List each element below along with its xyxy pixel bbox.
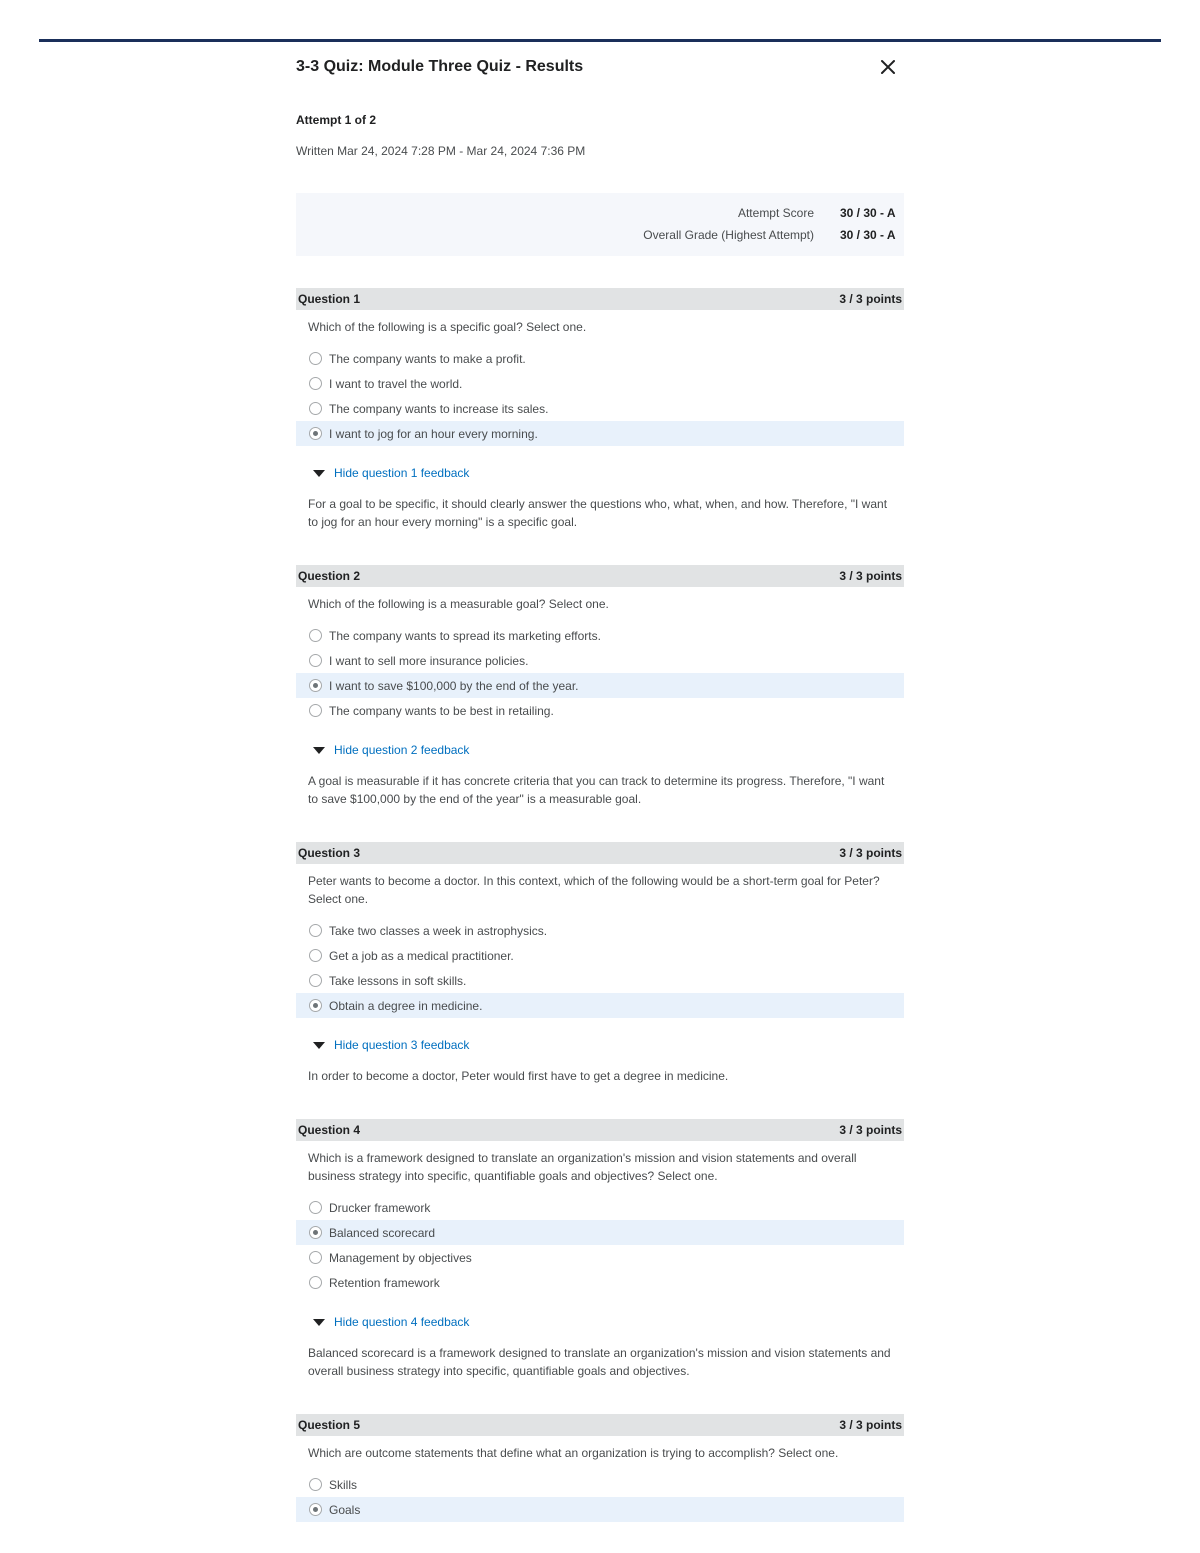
- radio-button[interactable]: [309, 1276, 322, 1289]
- answer-options: [296, 346, 904, 446]
- attempt-score-row: [738, 204, 904, 222]
- answer-option-label: I want to jog for an hour every morning.: [329, 426, 538, 441]
- radio-button[interactable]: [309, 974, 322, 987]
- radio-button[interactable]: [309, 704, 322, 717]
- caret-down-icon: [313, 1319, 325, 1326]
- radio-button[interactable]: [309, 924, 322, 937]
- answer-option[interactable]: [296, 673, 904, 698]
- question-feedback: A goal is measurable if it has concrete criteria that you can track to determine its progress. Therefore, "I want to save $100,000 by the end of the year" is a measurable goal.: [308, 774, 885, 806]
- answer-option[interactable]: [296, 1220, 904, 1245]
- answer-option[interactable]: [296, 1472, 904, 1497]
- dialog-header: [296, 56, 904, 78]
- answer-options: [296, 918, 904, 1018]
- answer-option[interactable]: [296, 943, 904, 968]
- answer-option[interactable]: [296, 993, 904, 1018]
- answer-option-label: Take lessons in soft skills.: [329, 973, 467, 988]
- answer-option-label: The company wants to spread its marketing efforts.: [329, 628, 601, 643]
- hide-feedback-link[interactable]: [313, 741, 904, 759]
- radio-button[interactable]: [309, 629, 322, 642]
- answer-option[interactable]: [296, 346, 904, 371]
- answer-option[interactable]: [296, 1497, 904, 1522]
- question-5: [296, 1414, 904, 1522]
- hide-feedback-label: Hide question 2 feedback: [334, 743, 470, 757]
- question-header: [296, 1119, 904, 1141]
- overall-grade-value: 30 / 30 - A: [840, 228, 896, 242]
- question-header: [296, 288, 904, 310]
- question-points: 3 / 3 points: [839, 1418, 902, 1432]
- answer-option[interactable]: [296, 698, 904, 723]
- question-points: 3 / 3 points: [839, 569, 902, 583]
- answer-option[interactable]: [296, 396, 904, 421]
- question-text: Which are outcome statements that define what an organization is trying to accomplish? Select one.: [308, 1446, 839, 1460]
- radio-button[interactable]: [309, 402, 322, 415]
- question-points: 3 / 3 points: [839, 1123, 902, 1137]
- hide-feedback-link[interactable]: [313, 464, 904, 482]
- answer-option[interactable]: [296, 421, 904, 446]
- question-feedback: For a goal to be specific, it should clearly answer the questions who, what, when, and how. Therefore, "I want to jog for an hour every morning" is a specific goal.: [308, 497, 888, 529]
- answer-option-label: Skills: [329, 1477, 358, 1492]
- written-timestamp: Written Mar 24, 2024 7:28 PM - Mar 24, 2024 7:36 PM: [296, 144, 586, 158]
- hide-feedback-link[interactable]: [313, 1036, 904, 1054]
- question-text: Which is a framework designed to translate an organization's mission and vision statements and overall business strategy into specific, quantifiable goals and objectives? Select one.: [308, 1151, 857, 1183]
- radio-button[interactable]: [309, 352, 322, 365]
- top-divider: [39, 39, 1161, 42]
- caret-down-icon: [313, 747, 325, 754]
- close-icon[interactable]: [878, 57, 898, 77]
- answer-option-label: Get a job as a medical practitioner.: [329, 948, 514, 963]
- answer-option[interactable]: [296, 1195, 904, 1220]
- question-text: Peter wants to become a doctor. In this context, which of the following would be a short-term goal for Peter? Select one.: [308, 874, 880, 906]
- answer-option-label: Retention framework: [329, 1275, 440, 1290]
- radio-button[interactable]: [309, 377, 322, 390]
- score-summary: [296, 193, 904, 256]
- radio-button[interactable]: [309, 679, 322, 692]
- question-header: [296, 1414, 904, 1436]
- answer-option-label: The company wants to make a profit.: [329, 351, 526, 366]
- attempt-score-value: 30 / 30 - A: [840, 206, 896, 220]
- question-title: Question 5: [298, 1418, 361, 1432]
- radio-selected-dot: [313, 1507, 318, 1512]
- question-title: Question 2: [298, 569, 361, 583]
- answer-options: [296, 1472, 904, 1522]
- question-points: 3 / 3 points: [839, 846, 902, 860]
- question-text: Which of the following is a measurable goal? Select one.: [308, 597, 609, 611]
- question-header: [296, 842, 904, 864]
- radio-button[interactable]: [309, 1226, 322, 1239]
- radio-selected-dot: [313, 1230, 318, 1235]
- question-4: [296, 1119, 904, 1380]
- answer-option-label: I want to travel the world.: [329, 376, 463, 391]
- answer-option[interactable]: [296, 623, 904, 648]
- caret-down-icon: [313, 1042, 325, 1049]
- answer-option-label: Obtain a degree in medicine.: [329, 998, 483, 1013]
- caret-down-icon: [313, 470, 325, 477]
- radio-button[interactable]: [309, 1478, 322, 1491]
- answer-option-label: I want to sell more insurance policies.: [329, 653, 529, 668]
- question-3: [296, 842, 904, 1085]
- answer-option[interactable]: [296, 1270, 904, 1295]
- attempt-label: Attempt 1 of 2: [296, 113, 377, 127]
- answer-option[interactable]: [296, 648, 904, 673]
- hide-feedback-link[interactable]: [313, 1313, 904, 1331]
- question-1: [296, 288, 904, 531]
- hide-feedback-label: Hide question 4 feedback: [334, 1315, 470, 1329]
- answer-option-label: Take two classes a week in astrophysics.: [329, 923, 548, 938]
- answer-option-label: Goals: [329, 1502, 361, 1517]
- radio-button[interactable]: [309, 1503, 322, 1516]
- answer-option-label: I want to save $100,000 by the end of the year.: [329, 678, 579, 693]
- radio-selected-dot: [313, 431, 318, 436]
- answer-option-label: The company wants to increase its sales.: [329, 401, 549, 416]
- question-2: [296, 565, 904, 808]
- answer-option[interactable]: [296, 918, 904, 943]
- overall-grade-label: Overall Grade (Highest Attempt): [643, 228, 814, 242]
- radio-button[interactable]: [309, 427, 322, 440]
- radio-selected-dot: [313, 683, 318, 688]
- question-points: 3 / 3 points: [839, 292, 902, 306]
- answer-option-label: Balanced scorecard: [329, 1225, 436, 1240]
- hide-feedback-label: Hide question 3 feedback: [334, 1038, 470, 1052]
- question-title: Question 3: [298, 846, 361, 860]
- question-text: Which of the following is a specific goal? Select one.: [308, 320, 587, 334]
- answer-options: [296, 1195, 904, 1295]
- question-feedback: Balanced scorecard is a framework designed to translate an organization's mission and vision statements and overall business strategy into specific, quantifiable goals and objectives.: [308, 1346, 891, 1378]
- answer-option[interactable]: [296, 371, 904, 396]
- overall-grade-row: [643, 226, 904, 244]
- radio-button[interactable]: [309, 1251, 322, 1264]
- question-feedback: In order to become a doctor, Peter would first have to get a degree in medicine.: [308, 1069, 729, 1083]
- question-title: Question 1: [298, 292, 361, 306]
- page-title: 3-3 Quiz: Module Three Quiz - Results: [296, 58, 584, 75]
- answer-option[interactable]: [296, 968, 904, 993]
- radio-button[interactable]: [309, 999, 322, 1012]
- answer-option-label: The company wants to be best in retailing.: [329, 703, 554, 718]
- answer-option-label: Management by objectives: [329, 1250, 472, 1265]
- radio-button[interactable]: [309, 949, 322, 962]
- question-header: [296, 565, 904, 587]
- attempt-score-label: Attempt Score: [737, 206, 814, 220]
- answer-option[interactable]: [296, 1245, 904, 1270]
- radio-selected-dot: [313, 1003, 318, 1008]
- hide-feedback-label: Hide question 1 feedback: [334, 466, 470, 480]
- question-title: Question 4: [298, 1123, 361, 1137]
- answer-options: [296, 623, 904, 723]
- answer-option-label: Drucker framework: [329, 1200, 431, 1215]
- radio-button[interactable]: [309, 654, 322, 667]
- radio-button[interactable]: [309, 1201, 322, 1214]
